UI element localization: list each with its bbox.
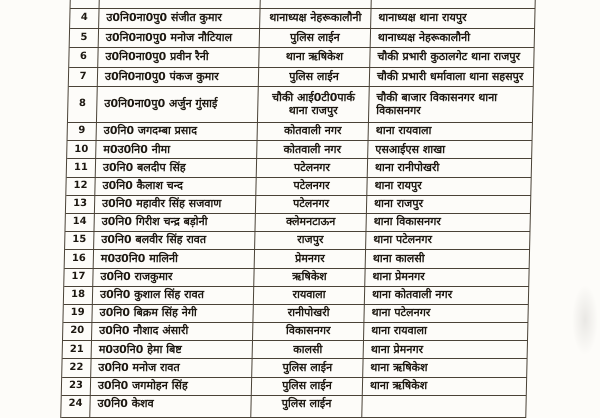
from-posting-cell <box>256 178 367 195</box>
from-posting-cell <box>254 287 365 304</box>
serial-number: 24 <box>68 397 83 409</box>
serial-number: 11 <box>73 161 89 173</box>
table-row <box>66 178 531 196</box>
table-row <box>64 287 529 305</box>
officer-rank-name: उ0नि0 जगमोहन सिंह <box>97 378 188 392</box>
from-posting-cell <box>256 196 367 213</box>
officer-rank-name: म0उ0नि0 हेमा बिष्ट <box>98 342 182 356</box>
name-cell <box>90 396 251 417</box>
serial-number: 14 <box>72 216 87 228</box>
serial-number: 17 <box>71 270 86 282</box>
to-posting-cell <box>363 359 527 376</box>
name-cell <box>100 0 261 8</box>
serial-cell <box>69 48 98 67</box>
table-row <box>68 123 533 141</box>
to-posting: चौकी प्रभारी कुठालगेट थाना राजपुर <box>377 50 521 63</box>
from-posting-cell <box>253 305 364 322</box>
from-posting: पटेलनगर <box>293 178 330 192</box>
table-row <box>64 269 529 287</box>
officer-rank-name: उ0नि0ना0पु0 मनोज नौटियाल <box>105 30 233 44</box>
officer-rank-name: उ0नि0ना0पु0 प्रवीन रैनी <box>105 50 209 63</box>
name-cell <box>94 232 255 249</box>
to-posting-cell <box>367 196 531 213</box>
from-posting-cell <box>258 87 370 122</box>
name-cell <box>96 159 257 176</box>
serial-number: 5 <box>80 31 88 43</box>
to-posting-cell <box>366 232 530 249</box>
from-posting: ऋषिकेश <box>292 269 327 283</box>
serial-cell <box>65 214 94 231</box>
from-posting-cell <box>251 396 362 417</box>
to-posting-cell <box>366 214 530 231</box>
name-cell <box>92 305 253 322</box>
from-posting: पुलिस लाईन <box>281 396 332 410</box>
to-posting: थाना प्रेमनगर <box>370 342 424 356</box>
from-posting-cell <box>255 232 366 249</box>
to-posting: थाना राजपुर <box>373 197 424 211</box>
officer-rank-name: उ0नि0 बलदीप सिंह <box>102 160 186 174</box>
table-row <box>66 196 531 214</box>
to-posting-cell <box>364 341 528 358</box>
to-posting-cell <box>368 159 532 176</box>
officer-rank-name: उ0नि0 नौशाद अंसारी <box>99 324 189 338</box>
from-posting: पुलिस लाईन <box>289 30 340 44</box>
from-posting: थानाध्यक्ष नेहरूकालौनी <box>269 11 362 24</box>
name-cell <box>94 250 255 267</box>
from-posting: क्लेमनटाऊन <box>285 215 336 229</box>
serial-cell <box>62 378 91 395</box>
name-cell <box>97 123 258 140</box>
serial-number: 4 <box>80 12 88 23</box>
to-posting: थाना रायवाला <box>375 124 432 138</box>
serial-cell <box>68 123 97 140</box>
to-posting: थाना रायवाला <box>371 324 428 338</box>
from-posting: रायवाला <box>292 288 326 302</box>
from-posting-cell <box>259 48 370 67</box>
name-cell <box>92 323 253 340</box>
serial-cell <box>64 269 93 286</box>
officer-rank-name: उ0नि0ना0पु0 संजीत कुमार <box>106 11 223 24</box>
to-posting: थाना कालसी <box>372 251 425 265</box>
from-posting-cell <box>257 141 368 158</box>
serial-cell <box>66 196 95 213</box>
from-posting-cell <box>260 9 371 28</box>
serial-number: 6 <box>79 51 88 62</box>
serial-number: 12 <box>73 179 88 191</box>
table-row <box>68 87 534 123</box>
table-row <box>65 250 530 268</box>
to-posting: थाना रानीपोखरी <box>374 160 440 174</box>
officer-rank-name: म0उ0नि0 नीमा <box>103 142 171 156</box>
from-posting-cell <box>254 269 365 286</box>
from-posting: रानीपोखरी <box>287 306 330 320</box>
from-posting: राजपुर <box>296 233 324 247</box>
serial-cell <box>64 287 93 304</box>
from-posting-cell <box>260 29 371 48</box>
transfer-list-table <box>60 0 536 418</box>
to-posting: थाना विकासनगर <box>373 215 441 229</box>
from-posting: थाना ऋषिकेश <box>285 50 344 63</box>
officer-rank-name: उ0नि0 बिक्रम सिंह नेगी <box>99 306 197 320</box>
from-posting-cell <box>258 123 369 140</box>
name-cell <box>94 214 255 231</box>
from-posting: कोतवाली नगर <box>283 124 342 138</box>
serial-number: 15 <box>72 234 87 246</box>
officer-rank-name: उ0नि0 गिरीश चन्द्र बड़ोनी <box>101 215 208 229</box>
serial-number: 20 <box>70 325 85 337</box>
to-posting: थाना ऋषिकेश <box>369 378 428 392</box>
serial-cell <box>70 9 99 28</box>
officer-rank-name: म0उ0नि0 मालिनी <box>100 251 179 265</box>
table-row <box>67 141 532 159</box>
to-posting: थाना रायपुर <box>374 178 422 192</box>
from-posting: कोतवाली नगर <box>283 142 342 156</box>
table-row <box>70 9 535 29</box>
to-posting: एसआईएस शाखा <box>375 142 446 156</box>
to-posting: चौकी प्रभारी धर्मावाला थाना सहसपुर <box>376 69 524 83</box>
to-posting-cell <box>370 48 534 67</box>
serial-cell <box>70 29 99 48</box>
officer-rank-name: उ0नि0 जगदम्बा प्रसाद <box>103 124 198 138</box>
to-posting-cell <box>364 323 528 340</box>
serial-number: 23 <box>68 379 84 391</box>
to-posting: थाना कोतवाली नगर <box>371 288 453 302</box>
to-posting-cell <box>365 269 529 286</box>
serial-cell <box>61 396 90 417</box>
serial-cell <box>65 250 94 267</box>
from-posting: प्रेमनगर <box>294 251 325 265</box>
to-posting-cell <box>363 378 527 395</box>
from-posting-cell <box>259 68 370 87</box>
scan-smudge <box>572 285 598 355</box>
serial-cell <box>65 232 94 249</box>
from-posting: पुलिस लाईन <box>282 378 332 392</box>
serial-cell <box>71 0 100 8</box>
table-row <box>65 214 530 232</box>
officer-rank-name: उ0नि0 महावीर सिंह सजवाण <box>101 197 222 211</box>
from-posting: पटेलनगर <box>292 197 330 211</box>
officer-rank-name: उ0नि0 बलवीर सिंह रावत <box>101 233 207 247</box>
to-posting-cell <box>362 396 526 417</box>
to-posting-cell <box>364 305 528 322</box>
name-cell <box>93 287 254 304</box>
from-posting: विकासनगर <box>285 324 331 338</box>
name-cell <box>92 341 253 358</box>
officer-rank-name: उ0नि0 मनोज रावत <box>98 360 180 374</box>
from-posting: कालसी <box>293 342 323 356</box>
officer-rank-name: उ0नि0ना0पु0 पंकज कुमार <box>104 69 219 83</box>
name-cell <box>95 196 256 213</box>
to-posting-cell <box>370 68 534 87</box>
table-row <box>67 159 532 177</box>
name-cell <box>91 378 252 395</box>
to-posting-cell <box>368 141 532 158</box>
serial-cell <box>66 178 95 195</box>
table-row <box>69 68 534 88</box>
from-posting-cell <box>252 378 363 395</box>
to-posting: थानाध्यक्ष नेहरूकालौनी <box>377 30 471 44</box>
table-row <box>62 359 527 377</box>
name-cell <box>98 48 259 67</box>
table-row <box>63 305 528 323</box>
name-cell <box>98 68 259 87</box>
officer-rank-name: उ0नि0 कैलाश चन्द <box>102 178 184 192</box>
officer-rank-name: उ0नि0 राजकुमार <box>100 269 173 283</box>
serial-number: 7 <box>79 70 87 82</box>
to-posting: चौकी बाजार विकासनगर थाना विकासनगर <box>376 91 498 117</box>
serial-cell <box>63 341 92 358</box>
from-posting-cell <box>255 250 366 267</box>
name-cell <box>96 141 257 158</box>
from-posting-cell <box>261 0 372 8</box>
serial-number: 19 <box>70 307 85 319</box>
from-posting: पुलिस लाईन <box>282 360 333 374</box>
serial-number: 10 <box>74 143 89 155</box>
name-cell <box>97 87 259 122</box>
to-posting-cell <box>372 0 536 8</box>
from-posting-cell <box>255 214 366 231</box>
officer-rank-name: उ0नि0 कुशाल सिंह रावत <box>99 288 205 302</box>
to-posting-cell <box>365 287 529 304</box>
to-posting: थाना पटेलनगर <box>373 233 433 247</box>
to-posting-cell <box>369 87 534 122</box>
to-posting: थाना ऋषिकेश <box>370 360 428 374</box>
from-posting: चौकी आई0टी0पार्क थाना राजपुर <box>271 91 356 117</box>
name-cell <box>91 359 252 376</box>
to-posting-cell <box>367 178 531 195</box>
table-row <box>63 341 528 359</box>
to-posting-cell <box>369 123 533 140</box>
serial-number: 22 <box>69 361 84 373</box>
serial-cell <box>63 323 92 340</box>
serial-number: 21 <box>69 343 84 355</box>
serial-cell <box>67 159 96 176</box>
from-posting-cell <box>257 159 368 176</box>
serial-cell <box>63 305 92 322</box>
table-row <box>69 48 534 68</box>
from-posting-cell <box>252 359 363 376</box>
serial-number: 8 <box>78 98 86 110</box>
serial-cell <box>67 141 96 158</box>
serial-cell <box>62 359 91 376</box>
from-posting: पटेलनगर <box>293 160 331 174</box>
table-row <box>71 0 536 9</box>
serial-cell <box>69 68 98 87</box>
to-posting-cell <box>366 250 530 267</box>
table-row <box>61 396 526 418</box>
name-cell <box>95 178 256 195</box>
to-posting-cell <box>371 29 535 48</box>
to-posting-cell <box>371 9 535 28</box>
table-row <box>70 29 535 49</box>
to-posting: थानाध्यक्ष थाना रायपुर <box>378 11 467 24</box>
name-cell <box>99 9 260 28</box>
table-row <box>63 323 528 341</box>
officer-rank-name: उ0नि0 केशव <box>97 396 154 410</box>
serial-number: 9 <box>78 125 86 137</box>
serial-number: 13 <box>73 198 88 210</box>
serial-cell <box>68 87 98 122</box>
table-row <box>65 232 530 250</box>
from-posting-cell <box>253 341 364 358</box>
to-posting: थाना पटेलनगर <box>371 306 431 320</box>
name-cell <box>93 269 254 286</box>
from-posting: पुलिस लाईन <box>289 69 339 83</box>
serial-number: 16 <box>71 252 86 264</box>
officer-rank-name: उ0नि0ना0पु0 अर्जुन गुंसाई <box>104 97 218 111</box>
from-posting-cell <box>253 323 364 340</box>
name-cell <box>99 29 260 48</box>
table-row <box>62 378 527 396</box>
serial-number: 18 <box>70 289 86 301</box>
to-posting: थाना प्रेमनगर <box>372 269 425 283</box>
